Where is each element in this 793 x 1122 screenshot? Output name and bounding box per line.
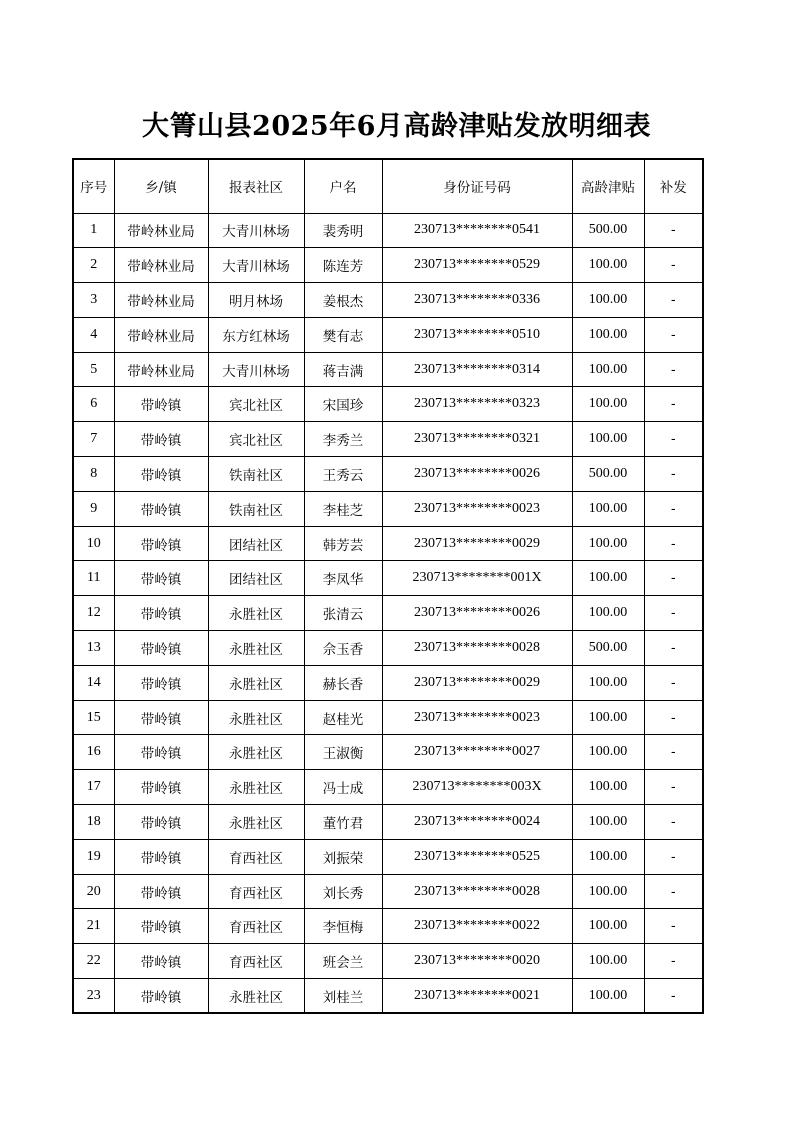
column-header-subsidy: 高龄津贴 [572, 159, 644, 213]
cell-town: 带岭镇 [114, 561, 208, 596]
cell-subsidy: 100.00 [572, 874, 644, 909]
cell-no: 11 [73, 561, 114, 596]
table-row [73, 561, 703, 596]
cell-community: 宾北社区 [208, 422, 304, 457]
cell-name: 姜根杰 [304, 283, 382, 318]
cell-town: 带岭林业局 [114, 283, 208, 318]
cell-town: 带岭镇 [114, 944, 208, 979]
cell-community: 育西社区 [208, 839, 304, 874]
column-header-community: 报表社区 [208, 159, 304, 213]
cell-subsidy: 100.00 [572, 805, 644, 840]
table-row [73, 631, 703, 666]
cell-subsidy: 100.00 [572, 283, 644, 318]
cell-subsidy: 100.00 [572, 700, 644, 735]
cell-back-pay: - [644, 596, 703, 631]
table-row [73, 596, 703, 631]
cell-town: 带岭镇 [114, 839, 208, 874]
cell-id-number: 230713********0525 [382, 839, 572, 874]
cell-back-pay: - [644, 944, 703, 979]
table-row [73, 317, 703, 352]
cell-no: 15 [73, 700, 114, 735]
cell-subsidy: 500.00 [572, 631, 644, 666]
table-body [73, 213, 703, 1013]
cell-subsidy: 100.00 [572, 839, 644, 874]
cell-name: 王淑衡 [304, 735, 382, 770]
cell-town: 带岭镇 [114, 457, 208, 492]
cell-no: 20 [73, 874, 114, 909]
cell-community: 明月林场 [208, 283, 304, 318]
table-row [73, 770, 703, 805]
cell-back-pay: - [644, 839, 703, 874]
cell-back-pay: - [644, 422, 703, 457]
cell-name: 韩芳芸 [304, 526, 382, 561]
table-row [73, 874, 703, 909]
cell-back-pay: - [644, 700, 703, 735]
cell-name: 樊有志 [304, 317, 382, 352]
table-row [73, 213, 703, 248]
cell-community: 大青川林场 [208, 213, 304, 248]
cell-name: 刘振荣 [304, 839, 382, 874]
cell-community: 大青川林场 [208, 352, 304, 387]
cell-id-number: 230713********0541 [382, 213, 572, 248]
cell-back-pay: - [644, 387, 703, 422]
cell-no: 5 [73, 352, 114, 387]
cell-name: 裴秀明 [304, 213, 382, 248]
table-row [73, 665, 703, 700]
cell-back-pay: - [644, 352, 703, 387]
table-row [73, 422, 703, 457]
cell-subsidy: 100.00 [572, 248, 644, 283]
cell-subsidy: 100.00 [572, 491, 644, 526]
cell-subsidy: 100.00 [572, 909, 644, 944]
cell-town: 带岭镇 [114, 700, 208, 735]
table-row [73, 909, 703, 944]
cell-id-number: 230713********0022 [382, 909, 572, 944]
cell-id-number: 230713********0321 [382, 422, 572, 457]
cell-name: 陈连芳 [304, 248, 382, 283]
table-row [73, 352, 703, 387]
cell-community: 铁南社区 [208, 457, 304, 492]
cell-id-number: 230713********0510 [382, 317, 572, 352]
cell-town: 带岭镇 [114, 770, 208, 805]
cell-back-pay: - [644, 213, 703, 248]
cell-name: 李恒梅 [304, 909, 382, 944]
cell-subsidy: 100.00 [572, 735, 644, 770]
cell-town: 带岭林业局 [114, 352, 208, 387]
cell-community: 铁南社区 [208, 491, 304, 526]
cell-name: 班会兰 [304, 944, 382, 979]
cell-community: 育西社区 [208, 944, 304, 979]
cell-back-pay: - [644, 874, 703, 909]
cell-community: 团结社区 [208, 561, 304, 596]
cell-no: 10 [73, 526, 114, 561]
cell-subsidy: 100.00 [572, 944, 644, 979]
cell-town: 带岭林业局 [114, 317, 208, 352]
page-title: 大箐山县2025年6月高龄津贴发放明细表 [142, 111, 651, 142]
cell-community: 大青川林场 [208, 248, 304, 283]
cell-town: 带岭镇 [114, 665, 208, 700]
cell-back-pay: - [644, 805, 703, 840]
cell-no: 13 [73, 631, 114, 666]
cell-community: 育西社区 [208, 874, 304, 909]
table-row [73, 526, 703, 561]
subsidy-detail-table [72, 158, 704, 1014]
cell-community: 育西社区 [208, 909, 304, 944]
cell-no: 19 [73, 839, 114, 874]
cell-id-number: 230713********0027 [382, 735, 572, 770]
cell-back-pay: - [644, 526, 703, 561]
column-header-id-number: 身份证号码 [382, 159, 572, 213]
table-row [73, 387, 703, 422]
cell-id-number: 230713********0020 [382, 944, 572, 979]
cell-back-pay: - [644, 491, 703, 526]
table-row [73, 979, 703, 1014]
cell-subsidy: 100.00 [572, 317, 644, 352]
cell-community: 永胜社区 [208, 979, 304, 1014]
cell-name: 李凤华 [304, 561, 382, 596]
column-header-town: 乡/镇 [114, 159, 208, 213]
cell-subsidy: 500.00 [572, 213, 644, 248]
cell-community: 东方红林场 [208, 317, 304, 352]
cell-no: 21 [73, 909, 114, 944]
cell-town: 带岭镇 [114, 631, 208, 666]
cell-no: 4 [73, 317, 114, 352]
cell-name: 冯士成 [304, 770, 382, 805]
cell-back-pay: - [644, 561, 703, 596]
column-header-no: 序号 [73, 159, 114, 213]
cell-no: 6 [73, 387, 114, 422]
cell-community: 宾北社区 [208, 387, 304, 422]
table-row [73, 457, 703, 492]
cell-back-pay: - [644, 979, 703, 1014]
cell-back-pay: - [644, 665, 703, 700]
cell-community: 永胜社区 [208, 805, 304, 840]
cell-back-pay: - [644, 248, 703, 283]
cell-community: 永胜社区 [208, 631, 304, 666]
cell-no: 23 [73, 979, 114, 1014]
cell-subsidy: 100.00 [572, 352, 644, 387]
cell-id-number: 230713********0028 [382, 874, 572, 909]
cell-no: 22 [73, 944, 114, 979]
table-row [73, 248, 703, 283]
cell-back-pay: - [644, 631, 703, 666]
cell-id-number: 230713********0028 [382, 631, 572, 666]
cell-subsidy: 100.00 [572, 665, 644, 700]
cell-town: 带岭镇 [114, 422, 208, 457]
cell-town: 带岭镇 [114, 735, 208, 770]
column-header-name: 户名 [304, 159, 382, 213]
cell-subsidy: 100.00 [572, 422, 644, 457]
cell-community: 永胜社区 [208, 735, 304, 770]
cell-id-number: 230713********0026 [382, 457, 572, 492]
cell-name: 王秀云 [304, 457, 382, 492]
cell-id-number: 230713********0021 [382, 979, 572, 1014]
cell-id-number: 230713********0323 [382, 387, 572, 422]
cell-back-pay: - [644, 283, 703, 318]
cell-subsidy: 100.00 [572, 561, 644, 596]
cell-community: 永胜社区 [208, 700, 304, 735]
cell-subsidy: 100.00 [572, 596, 644, 631]
cell-name: 宋国珍 [304, 387, 382, 422]
cell-back-pay: - [644, 909, 703, 944]
cell-id-number: 230713********003X [382, 770, 572, 805]
cell-back-pay: - [644, 457, 703, 492]
cell-id-number: 230713********0023 [382, 700, 572, 735]
cell-no: 14 [73, 665, 114, 700]
table-row [73, 283, 703, 318]
cell-no: 16 [73, 735, 114, 770]
cell-subsidy: 500.00 [572, 457, 644, 492]
cell-id-number: 230713********0529 [382, 248, 572, 283]
cell-name: 李秀兰 [304, 422, 382, 457]
table-row [73, 839, 703, 874]
cell-no: 7 [73, 422, 114, 457]
cell-name: 董竹君 [304, 805, 382, 840]
cell-no: 1 [73, 213, 114, 248]
table-header-row [73, 159, 703, 213]
column-header-back-pay: 补发 [644, 159, 703, 213]
cell-subsidy: 100.00 [572, 387, 644, 422]
cell-no: 3 [73, 283, 114, 318]
cell-subsidy: 100.00 [572, 770, 644, 805]
cell-town: 带岭镇 [114, 979, 208, 1014]
cell-no: 18 [73, 805, 114, 840]
cell-id-number: 230713********001X [382, 561, 572, 596]
cell-community: 永胜社区 [208, 596, 304, 631]
cell-no: 17 [73, 770, 114, 805]
table-row [73, 944, 703, 979]
cell-id-number: 230713********0023 [382, 491, 572, 526]
cell-town: 带岭镇 [114, 805, 208, 840]
cell-town: 带岭镇 [114, 596, 208, 631]
cell-no: 9 [73, 491, 114, 526]
cell-name: 刘长秀 [304, 874, 382, 909]
cell-name: 蒋吉满 [304, 352, 382, 387]
cell-town: 带岭镇 [114, 874, 208, 909]
cell-id-number: 230713********0029 [382, 665, 572, 700]
cell-id-number: 230713********0336 [382, 283, 572, 318]
cell-name: 刘桂兰 [304, 979, 382, 1014]
cell-id-number: 230713********0029 [382, 526, 572, 561]
cell-id-number: 230713********0314 [382, 352, 572, 387]
cell-community: 团结社区 [208, 526, 304, 561]
cell-name: 佘玉香 [304, 631, 382, 666]
cell-name: 赵桂光 [304, 700, 382, 735]
cell-no: 12 [73, 596, 114, 631]
cell-name: 赫长香 [304, 665, 382, 700]
cell-town: 带岭镇 [114, 526, 208, 561]
cell-town: 带岭林业局 [114, 213, 208, 248]
cell-community: 永胜社区 [208, 770, 304, 805]
table-row [73, 700, 703, 735]
cell-subsidy: 100.00 [572, 979, 644, 1014]
cell-name: 张清云 [304, 596, 382, 631]
cell-town: 带岭镇 [114, 491, 208, 526]
cell-name: 李桂芝 [304, 491, 382, 526]
cell-back-pay: - [644, 317, 703, 352]
cell-back-pay: - [644, 735, 703, 770]
table-row [73, 805, 703, 840]
cell-town: 带岭镇 [114, 909, 208, 944]
cell-subsidy: 100.00 [572, 526, 644, 561]
cell-no: 8 [73, 457, 114, 492]
table-row [73, 735, 703, 770]
cell-id-number: 230713********0026 [382, 596, 572, 631]
cell-id-number: 230713********0024 [382, 805, 572, 840]
cell-back-pay: - [644, 770, 703, 805]
cell-town: 带岭林业局 [114, 248, 208, 283]
cell-community: 永胜社区 [208, 665, 304, 700]
cell-no: 2 [73, 248, 114, 283]
cell-town: 带岭镇 [114, 387, 208, 422]
table-row [73, 491, 703, 526]
